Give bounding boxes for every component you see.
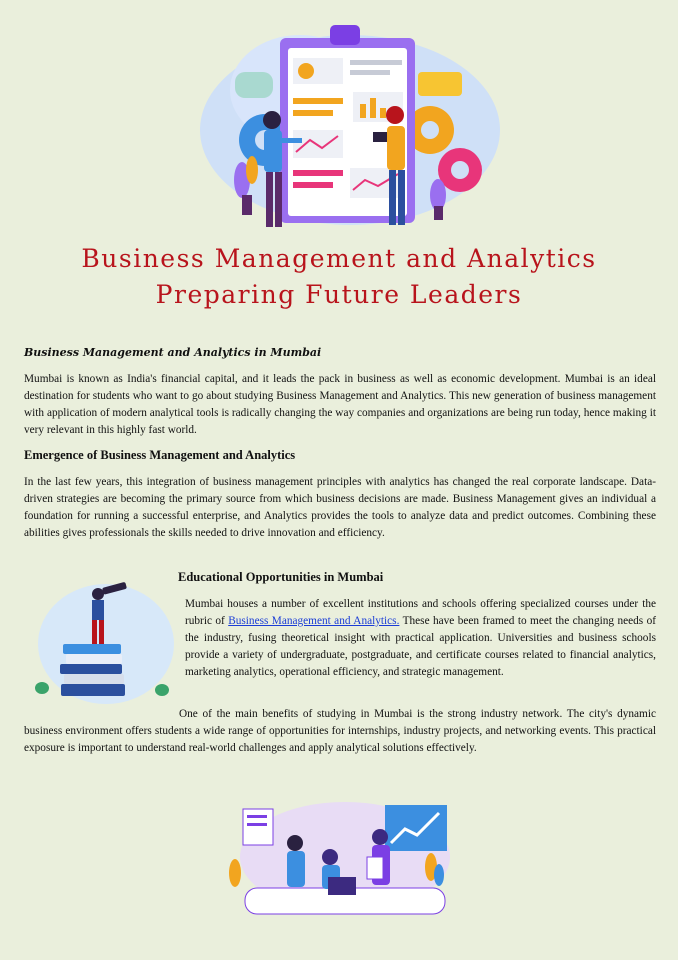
team-meeting-illustration: [225, 795, 455, 920]
analytics-team-illustration: [190, 20, 500, 235]
education-text-after-link: These have been framed to meet the changing needs of the industry, fusing theoretical insight with practical application. Universities and business schools provide a variety of undergraduate, postgraduate, and certificate courses related to financial analytics, marketing analytics, operational efficiency, and strategic management.: [185, 615, 656, 678]
education-heading: Educational Opportunities in Mumbai: [178, 570, 384, 584]
emergence-heading: Emergence of Business Management and Analytics: [24, 448, 296, 462]
education-paragraph-1: [185, 596, 656, 681]
intro-paragraph: Mumbai is known as India's financial capital, and it leads the pack in business as well as economic development. Mumbai is an ideal destination for students who want to go about studying Business Management and Analytics. This new generation of business management with application of modern analytical tools is radically changing the way companies and organizations are being run today, hence making it very relevant in this highly fast world.: [24, 373, 656, 436]
telescope-books-illustration: [28, 574, 178, 706]
education-text-before-link: Mumbai houses a number of excellent institutions and schools offering specialized courses under the rubric of: [185, 598, 656, 627]
title-line-1: Business Management and Analytics: [81, 244, 597, 273]
business-management-analytics-link[interactable]: Business Management and Analytics.: [228, 615, 400, 627]
title-line-2: Preparing Future Leaders: [155, 280, 523, 309]
intro-heading: Business Management and Analytics in Mumbai: [24, 346, 322, 359]
emergence-paragraph: In the last few years, this integration of business management principles with analytics has changed the real corporate landscape. Data-driven strategies are becoming the primary source from which business decisions are made. Business Management gives an individual a foundation for running a successful enterprise, and Analytics provides the tools to analyze data and predict outcomes. Combining these abilities gives professionals the skills needed to drive innovation and efficiency.: [24, 476, 656, 539]
education-paragraph-2-text: One of the main benefits of studying in Mumbai is the strong industry network. The city's dynamic business environment offers students a wide range of opportunities for internships, industry projects, and networking events. This practical exposure is important to understand real-world challenges and apply analytical solutions effectively.: [24, 708, 656, 754]
education-paragraph-2: [24, 706, 656, 757]
